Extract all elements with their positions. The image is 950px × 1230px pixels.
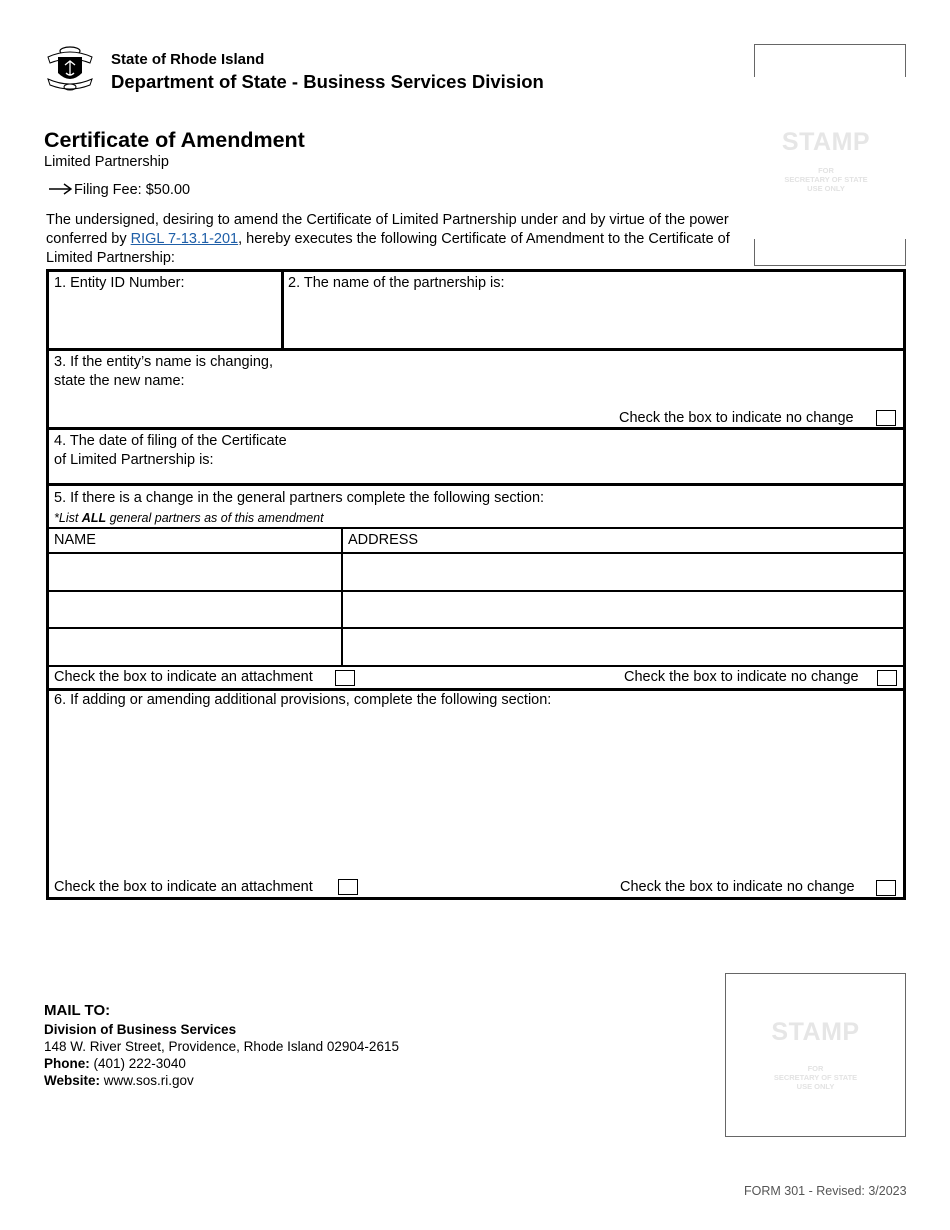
partner-name-field-2[interactable] <box>49 592 341 628</box>
partner-name-field-3[interactable] <box>49 629 341 665</box>
stamp-label-bottom: STAMP <box>771 1018 860 1046</box>
entity-id-field[interactable] <box>49 293 281 348</box>
website-value: www.sos.ri.gov <box>103 1073 194 1088</box>
note-bold: ALL <box>81 511 107 525</box>
stamp-note-line3: USE ONLY <box>807 184 845 193</box>
attachment-label-6: Check the box to indicate an attachment <box>54 879 313 895</box>
page-title: Certificate of Amendment <box>44 128 305 152</box>
mail-division: Division of Business Services <box>44 1022 237 1037</box>
form-revision: FORM 301 - Revised: 3/2023 <box>744 1184 907 1198</box>
phone-value: (401) 222-3040 <box>93 1056 186 1071</box>
intro-text-start: The undersigned, desiring to amend the Certificate of Limited Partnership under and by virtue of the power conferred by <box>46 212 729 247</box>
partner-name-field-1[interactable] <box>49 554 341 590</box>
entity-id-label: 1. Entity ID Number: <box>54 275 185 291</box>
state-seal-logo <box>44 43 96 91</box>
no-change-checkbox-5[interactable] <box>877 670 897 686</box>
partnership-name-field[interactable] <box>284 293 903 348</box>
no-change-label-5: Check the box to indicate no change <box>624 669 859 685</box>
stamp-note-bottom-line2: SECRETARY OF STATE <box>773 1073 858 1082</box>
no-change-checkbox-6[interactable] <box>876 880 896 896</box>
mail-to-block <box>44 1002 399 1089</box>
attachment-checkbox-5[interactable] <box>335 670 355 686</box>
column-header-address: ADDRESS <box>348 532 419 548</box>
page-subtitle: Limited Partnership <box>44 154 169 170</box>
partnership-name-label: 2. The name of the partnership is: <box>288 275 505 291</box>
arrow-right-icon <box>44 181 74 199</box>
intro-text-end: , hereby executes the following Certificate of Amendment to the Certificate of Limited Partnership: <box>46 231 730 266</box>
no-change-checkbox-3[interactable] <box>876 410 896 426</box>
state-name: State of Rhode Island <box>111 51 265 68</box>
stamp-note-bottom <box>726 1064 905 1091</box>
rigl-link[interactable]: RIGL 7-13.1-201 <box>130 231 239 247</box>
new-name-label-line1: 3. If the entity’s name is changing, <box>54 354 273 370</box>
website-label: Website: <box>44 1073 101 1088</box>
new-name-field[interactable] <box>306 353 896 403</box>
attachment-checkbox-6[interactable] <box>338 879 358 895</box>
filing-date-field[interactable] <box>306 432 896 482</box>
mail-phone <box>44 1055 399 1072</box>
new-name-label-line2: state the new name: <box>54 373 185 389</box>
no-change-label-6: Check the box to indicate no change <box>620 879 855 895</box>
department-name: Department of State - Business Services Division <box>111 71 544 92</box>
filing-date-label-line1: 4. The date of filing of the Certificate <box>54 433 287 449</box>
provisions-label: 6. If adding or amending additional provisions, complete the following section: <box>54 692 552 708</box>
general-partners-label: 5. If there is a change in the general partners complete the following section: <box>54 490 545 506</box>
mail-address: 148 W. River Street, Providence, Rhode Island 02904-2615 <box>44 1039 399 1054</box>
filing-fee <box>44 181 190 199</box>
mail-heading: MAIL TO: <box>44 1002 111 1019</box>
mail-website <box>44 1072 399 1089</box>
note-prefix: *List <box>54 511 82 525</box>
filing-date-label-line2: of Limited Partnership is: <box>54 452 214 468</box>
intro-paragraph <box>46 211 746 268</box>
provisions-field[interactable] <box>52 713 898 873</box>
partner-address-field-2[interactable] <box>343 592 903 628</box>
general-partners-note <box>54 509 324 528</box>
amendment-form <box>46 269 906 899</box>
no-change-label-3: Check the box to indicate no change <box>619 410 854 426</box>
attachment-label-5: Check the box to indicate an attachment <box>54 669 313 685</box>
filing-fee-text: Filing Fee: $50.00 <box>74 182 191 198</box>
stamp-label: STAMP <box>781 128 871 156</box>
stamp-note-line1: FOR <box>818 166 834 175</box>
stamp-note-line2: SECRETARY OF STATE <box>784 175 868 184</box>
partner-address-field-1[interactable] <box>343 554 903 590</box>
partner-address-field-3[interactable] <box>343 629 903 665</box>
phone-label: Phone: <box>44 1056 90 1071</box>
stamp-box-top <box>754 44 904 266</box>
column-header-name: NAME <box>54 532 96 548</box>
stamp-note-bottom-line1: FOR <box>807 1064 824 1073</box>
stamp-note-bottom-line3: USE ONLY <box>796 1082 835 1091</box>
stamp-note <box>754 166 898 193</box>
stamp-box-bottom <box>725 973 906 1137</box>
note-suffix: general partners as of this amendment <box>106 511 324 525</box>
